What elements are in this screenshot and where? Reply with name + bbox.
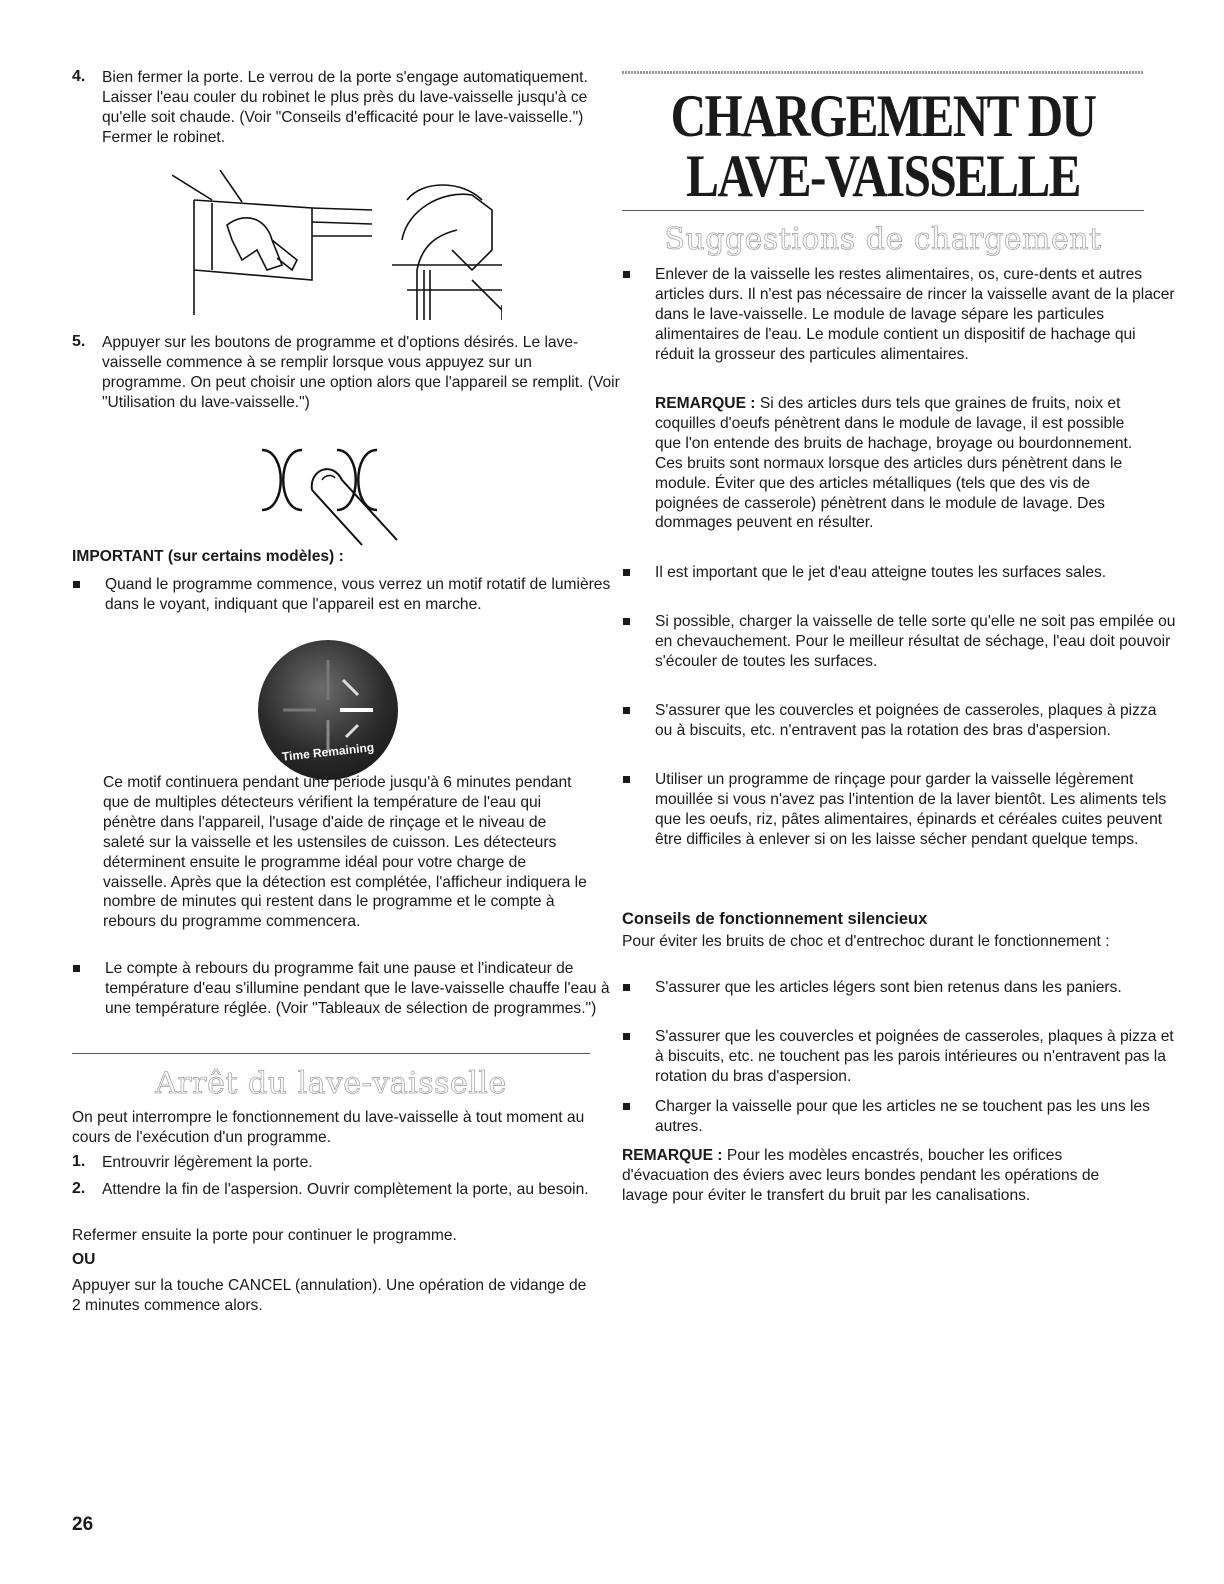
important-bullet-2-text: Le compte à rebours du programme fait une pause et l'indicateur de température d'eau s'illumine pendant que le lave-vaisselle chauffe l'eau à une température réglée. (Voir "Tableaux de sélection de programmes.") (105, 960, 610, 1017)
note-2-text: Pour les modèles encastrés, boucher les orifices d'évacuation des éviers avec leurs bondes pendant les opérations de lavage pour éviter le transfert du bruit par les canalisations. (622, 1147, 1100, 1204)
important-bullet-2 (72, 959, 620, 1019)
conseils-bullet-3-text: Charger la vaisselle pour que les articles ne se touchent pas les uns les autres. (655, 1098, 1150, 1135)
step-4 (72, 68, 620, 148)
step-4-text: Bien fermer la porte. Le verrou de la porte s'engage automatiquement. Laisser l'eau couler du robinet le plus près du lave-vaisselle jusqu'à ce qu'elle soit chaude. (Voir "Conseils d'efficacité pour le lave-vaisselle.") Fermer le robinet. (102, 69, 588, 146)
note-2-keyword: REMARQUE : (622, 1147, 723, 1164)
arret-step-1-number: 1. (72, 1153, 86, 1170)
important-bullet-1 (72, 575, 620, 615)
suggestion-bullet-4-text: S'assurer que les couvercles et poignées de casseroles, plaques à pizza ou à biscuits, etc. n'entravent pas la rotation des bras d'aspersion. (655, 702, 1157, 739)
or-label: OU (72, 1251, 96, 1268)
suggestion-bullet-3-text: Si possible, charger la vaisselle de telle sorte qu'elle ne soit pas empilée ou en chevauchement. Pour le meilleur résultat de séchage, l'eau doit pouvoir s'écouler de toutes les surfaces. (655, 613, 1176, 670)
arret-refermer: Refermer ensuite la porte pour continuer le programme. (72, 1227, 457, 1244)
arret-step-2-text: Attendre la fin de l'aspersion. Ouvrir complètement la porte, au besoin. (102, 1181, 589, 1198)
door-and-faucet-illustration (172, 170, 502, 320)
note-2 (622, 1146, 1144, 1206)
suggestion-bullet-5 (622, 770, 1177, 850)
cancel-instructions: Appuyer sur la touche CANCEL (annulation). Une opération de vidange de 2 minutes commence alors. (72, 1277, 587, 1314)
conseils-bullet-1 (622, 978, 1177, 998)
page-title-line-2: LAVE-VAISSELLE (686, 143, 1080, 209)
button-press-illustration (257, 440, 417, 550)
suggestions-heading: Suggestions de chargement (664, 222, 1102, 257)
suggestion-bullet-5-text: Utiliser un programme de rinçage pour garder la vaisselle légèrement mouillée si vous n'avez pas l'intention de la laver bientôt. Les aliments tels que les oeufs, riz, pâtes alimentaires, épinards et céréales cuites peuvent être difficiles à enlever si on les laisse sécher pendant quelque temps. (655, 771, 1167, 848)
arret-intro: On peut interrompre le fonctionnement du lave-vaisselle à tout moment au cours de l'exécution d'un programme. (72, 1109, 585, 1146)
arret-step-2-number: 2. (72, 1180, 86, 1197)
conseils-bullet-2-text: S'assurer que les couvercles et poignées de casseroles, plaques à pizza et à biscuits, etc. ne touchent pas les parois intérieures ou n'entravent pas la rotation du bras d'aspersion. (655, 1028, 1174, 1085)
display-indicator-illustration (258, 640, 398, 780)
step-5-number: 5. (72, 333, 86, 350)
conseils-bullet-1-text: S'assurer que les articles légers sont bien retenus dans les paniers. (655, 979, 1122, 996)
page-title-line-1: CHARGEMENT DU (670, 83, 1096, 149)
conseils-bullet-2 (622, 1027, 1177, 1087)
conseils-heading: Conseils de fonctionnement silencieux (622, 910, 928, 928)
important-heading: IMPORTANT (sur certains modèles) : (72, 548, 344, 565)
page-number: 26 (72, 1514, 94, 1535)
suggestion-bullet-2 (622, 563, 1177, 583)
suggestion-bullet-1 (622, 265, 1177, 365)
note-1 (655, 394, 1144, 533)
suggestion-bullet-3 (622, 612, 1177, 672)
sensing-explanation: Ce motif continuera pendant une période jusqu'à 6 minutes pendant que de multiples détecteurs vérifient la température de l'eau qui pénètre dans l'appareil, l'usage d'aide de rinçage et le niveau de saleté sur la vaisselle et les ustensiles de cuisson. Les détecteurs déterminent ensuite le programme idéal pour votre charge de vaisselle. Après que la détection est complétée, l'afficheur indiquera le nombre de minutes qui restent dans le programme et le compte à rebours du programme commencera. (103, 774, 587, 931)
arret-step-2 (72, 1180, 620, 1200)
suggestion-bullet-2-text: Il est important que le jet d'eau atteigne toutes les surfaces sales. (655, 564, 1107, 581)
title-top-rule (622, 71, 1144, 74)
note-1-text: Si des articles durs tels que graines de fruits, noix et coquilles d'oeufs pénètrent dans le module de lavage, il est possible que l'on entende des bruits de hachage, broyage ou bourdonnement. Ces bruits sont normaux lorsque des articles durs pénètrent dans le module. Éviter que des articles métalliques (tels que des vis de poignées de casserole) pénètrent dans le module de lavage. Des dommages peuvent en résulter. (655, 395, 1133, 532)
arret-step-1-text: Entrouvrir légèrement la porte. (102, 1154, 313, 1171)
step-4-number: 4. (72, 68, 86, 85)
important-bullet-1-text: Quand le programme commence, vous verrez un motif rotatif de lumières dans le voyant, indiquant que l'appareil est en marche. (105, 576, 611, 613)
arret-step-1 (72, 1153, 620, 1173)
step-5 (72, 333, 620, 413)
section-divider (72, 1053, 590, 1054)
title-bottom-rule (622, 210, 1144, 211)
suggestion-bullet-1-text: Enlever de la vaisselle les restes alimentaires, os, cure-dents et autres articles durs. Il n'est pas nécessaire de rincer la vaisselle avant de la placer dans le lave-vaisselle. Le module de lavage sépare les particules alimentaires de l'eau. Le module contient un dispositif de hachage qui réduit la grosseur des particules alimentaires. (655, 266, 1175, 363)
suggestion-bullet-4 (622, 701, 1177, 741)
conseils-bullet-3 (622, 1097, 1177, 1137)
conseils-intro: Pour éviter les bruits de choc et d'entrechoc durant le fonctionnement : (622, 933, 1110, 950)
note-1-keyword: REMARQUE : (655, 395, 756, 412)
time-remaining-label: Time Remaining (281, 740, 375, 764)
arret-heading: Arrêt du lave-vaisselle (155, 1066, 507, 1101)
step-5-text: Appuyer sur les boutons de programme et d'options désirés. Le lave-vaisselle commence à se remplir lorsque vous appuyez sur un programme. On peut choisir une option alors que l'appareil se remplit. (Voir "Utilisation du lave-vaisselle.") (102, 334, 620, 411)
